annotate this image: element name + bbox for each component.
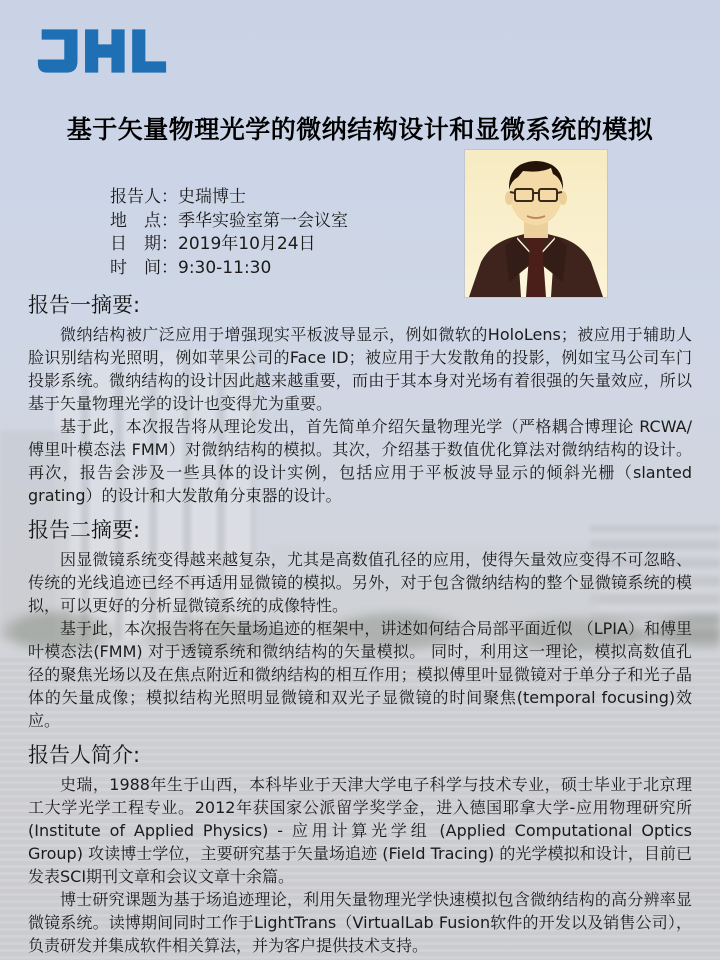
info-time-label: 时 间： [110, 257, 178, 278]
info-location [110, 210, 348, 234]
section-speaker-bio [28, 742, 692, 957]
section-abstract-2-paragraph: 基于此，本次报告将在矢量场追迹的框架中，讲述如何结合局部平面近似 （LPIA）和傅里叶模态法(FMM) 对于透镜系统和微纳结构的矢量模拟。 同时，利用这一理论，模拟高数值孔径的聚焦光场以及在焦点附近和微纳结构的相互作用；模拟傅里叶显微镜对于单分子和光子晶体的矢量成像；模拟结构光照明显微镜和双光子显微镜的时间聚焦(temporal focusing)效应。 [28, 619, 692, 730]
page-title: 基于矢量物理光学的微纳结构设计和显微系统的模拟 [66, 115, 654, 144]
section-abstract-1 [28, 292, 692, 507]
info-speaker [110, 186, 348, 210]
jhl-logo-icon [36, 26, 168, 76]
section-abstract-1-paragraph: 微纳结构被广泛应用于增强现实平板波导显示，例如微软的HoloLens；被应用于辅助人脸识别结构光照明，例如苹果公司的Face ID；被应用于大发散角的投影，例如宝马公司车门投影系统。微纳结构的设计因此越来越重要，而由于其本身对光场有着很强的矢量效应，所以基于矢量物理光学的设计也变得尤为重要。 [28, 325, 692, 413]
speaker-photo [465, 150, 607, 297]
talk-info [110, 186, 348, 280]
section-speaker-bio-heading: 报告人简介: [28, 743, 141, 767]
info-date-value: 2019年10月24日 [178, 234, 316, 254]
info-speaker-label: 报告人： [110, 187, 178, 207]
section-abstract-2-heading: 报告二摘要: [28, 518, 141, 542]
info-time-value: 9:30-11:30 [178, 257, 272, 278]
info-date-label: 日 期： [110, 234, 178, 254]
section-abstract-2 [28, 517, 692, 732]
section-abstract-1-heading: 报告一摘要: [28, 293, 141, 317]
info-time [110, 257, 348, 281]
info-location-value: 季华实验室第一会议室 [178, 210, 348, 231]
section-speaker-bio-paragraph: 史瑞，1988年生于山西，本科毕业于天津大学电子科学与技术专业，硕士毕业于北京理工大学光学工程专业。2012年获国家公派留学奖学金，进入德国耶拿大学-应用物理研究所 (Institute of Applied Physics) - 应用计算光学组 (Applied Computational Optics Group) 攻读博士学位，主要研究基于矢量场追迹 (Field Tracing) 的光学模拟和设计，目前已发表SCI期刊文章和会议文章十余篇。 [28, 775, 692, 886]
sections [28, 292, 692, 960]
section-abstract-2-paragraph: 因显微镜系统变得越来越复杂，尤其是高数值孔径的应用，使得矢量效应变得不可忽略、传统的光线追迹已经不再适用显微镜的模拟。另外，对于包含微纳结构的整个显微镜系统的模拟，可以更好的分析显微镜系统的成像特性。 [28, 550, 692, 615]
section-speaker-bio-paragraph: 博士研究课题为基于场追迹理论，利用矢量物理光学快速模拟包含微纳结构的高分辨率显微镜系统。读博期间同时工作于LightTrans（VirtualLab Fusion软件的开发以及销售公司），负责研发并集成软件相关算法，并为客户提供技术支持。 [28, 890, 692, 955]
info-location-label: 地 点： [110, 210, 178, 231]
speaker-portrait-icon [465, 150, 607, 297]
section-abstract-1-paragraph: 基于此，本次报告将从理论发出，首先简单介绍矢量物理光学（严格耦合博理论 RCWA/傅里叶模态法 FMM）对微纳结构的模拟。其次，介绍基于数值优化算法对微纳结构的设计。再次，报告会涉及一些具体的设计实例，包括应用于平板波导显示的倾斜光栅（slanted grating）的设计和大发散角分束器的设计。 [28, 417, 692, 505]
info-date [110, 233, 348, 257]
jhl-logo [36, 26, 168, 76]
info-speaker-value: 史瑞博士 [178, 187, 246, 207]
